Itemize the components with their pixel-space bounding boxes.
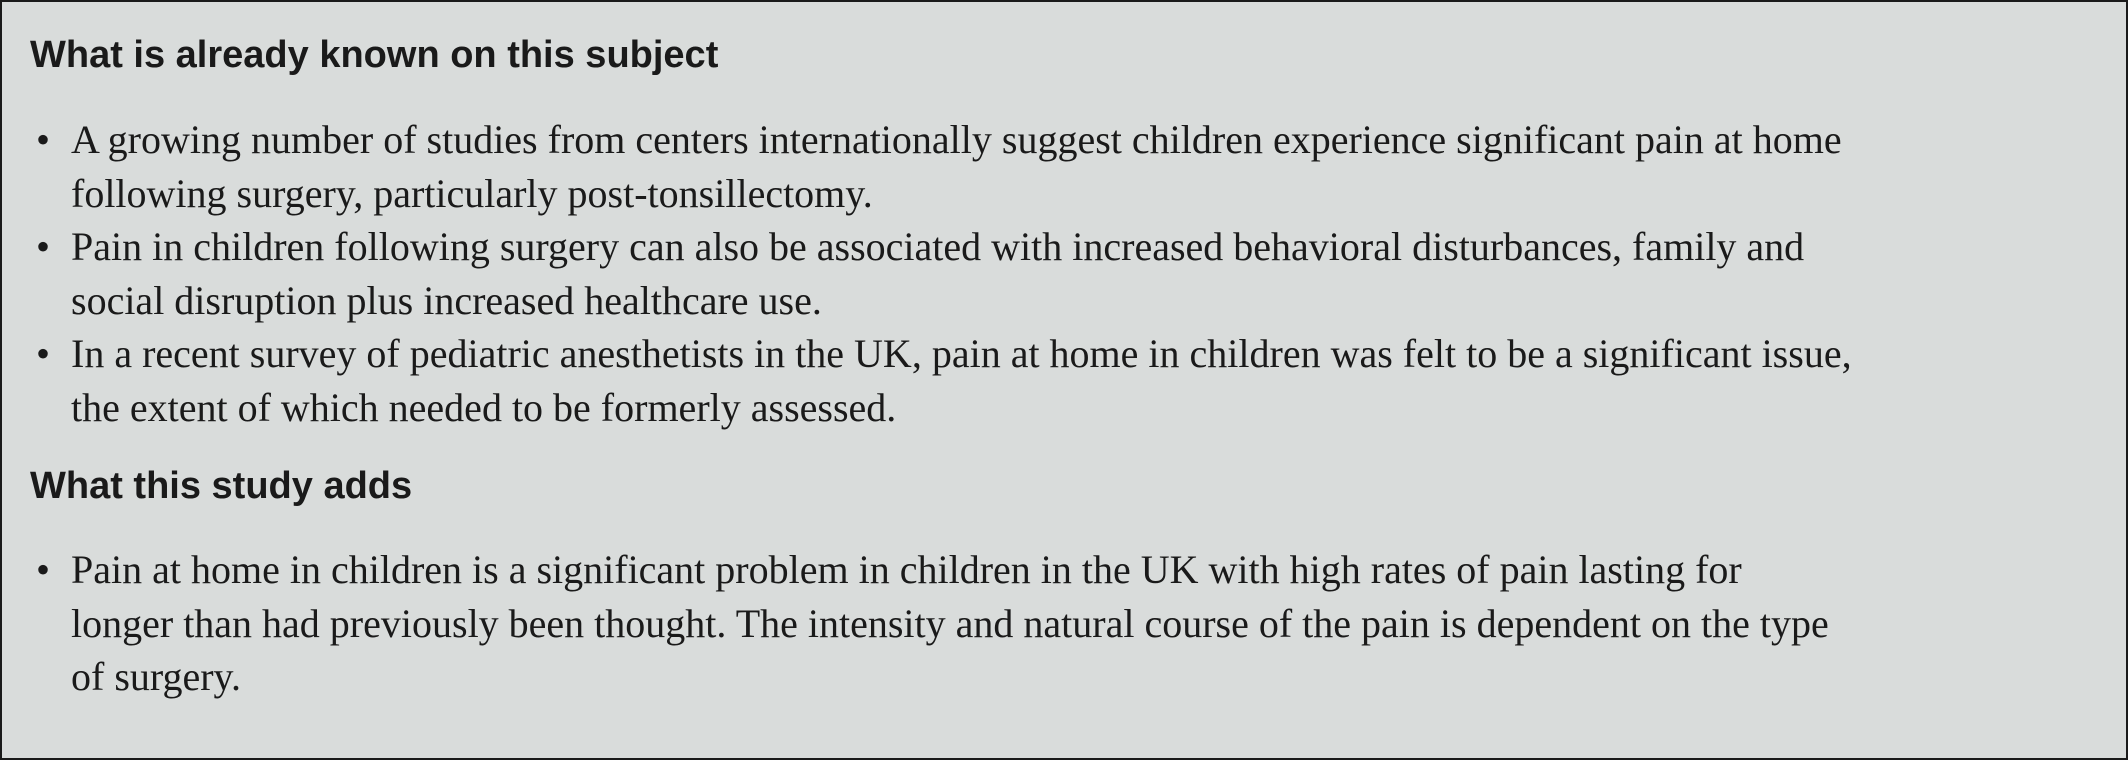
item-line: of surgery.	[71, 654, 241, 699]
list-item	[2, 220, 2128, 327]
item-line: Pain in children following surgery can also be associated with increased behavioral disturbances, family and	[71, 224, 1805, 269]
bullet-icon: •	[36, 331, 51, 376]
known-list	[2, 113, 2128, 434]
item-line: Pain at home in children is a significant problem in children in the UK with high rates of pain lasting for	[71, 547, 1742, 592]
item-line: longer than had previously been thought. The intensity and natural course of the pain is dependent on the type	[71, 600, 1829, 646]
list-item	[2, 327, 2128, 434]
list-item	[2, 543, 2128, 704]
item-line: In a recent survey of pediatric anesthetists in the UK, pain at home in children was felt to be a significant issue,	[71, 331, 1852, 376]
known-heading: What is already known on this subject	[30, 34, 719, 76]
list-item	[2, 113, 2128, 220]
adds-heading: What this study adds	[30, 465, 413, 507]
item-line: social disruption plus increased healthcare use.	[71, 277, 822, 323]
item-line: A growing number of studies from centers internationally suggest children experience significant pain at home	[71, 117, 1842, 162]
bullet-icon: •	[36, 547, 51, 592]
item-line: following surgery, particularly post-tonsillectomy.	[71, 170, 873, 216]
adds-list	[2, 543, 2128, 704]
bullet-icon: •	[36, 117, 51, 162]
item-line: the extent of which needed to be formerly assessed.	[71, 384, 897, 430]
bullet-icon: •	[36, 224, 51, 269]
